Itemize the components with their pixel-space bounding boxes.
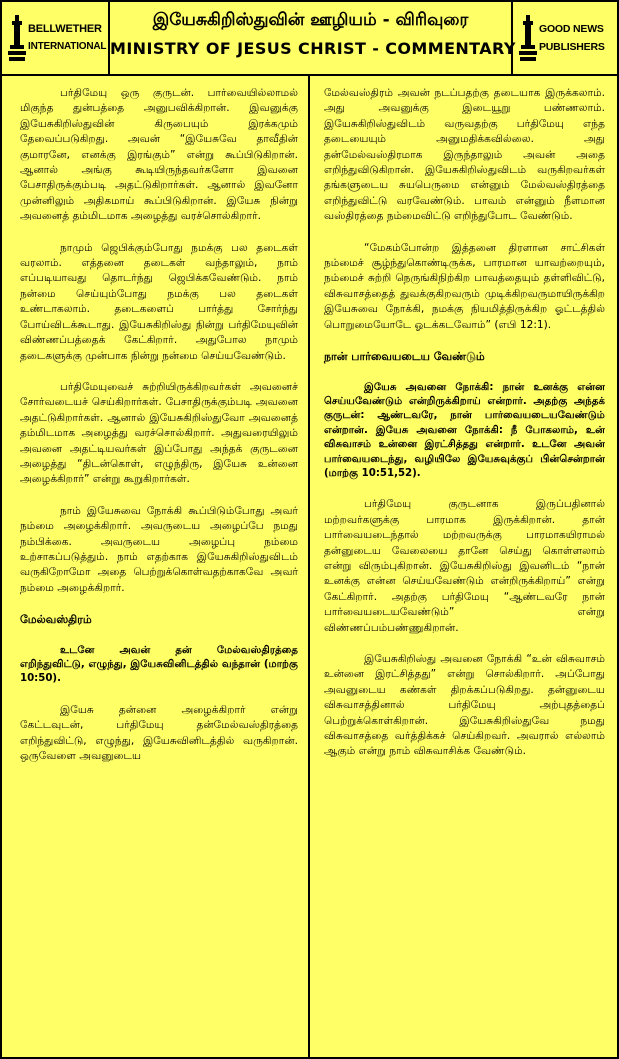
right-column bbox=[310, 76, 617, 1057]
logo-right-line1: GOOD NEWS bbox=[539, 23, 604, 35]
scripture-verse-mark-10-50: உடனே அவன் தன் மேல்வஸ்திரத்தை எறிந்துவிட்டு, எழுந்து, இயேசுவினிடத்தில் வந்தான் (மாற்கு 10:50). bbox=[20, 644, 298, 685]
section-heading-sight: நான் பார்வையடைய வேண்டும் bbox=[324, 350, 485, 364]
header-title-block bbox=[110, 2, 516, 74]
bellwether-logo bbox=[2, 2, 110, 74]
logo-right-line2: PUBLISHERS bbox=[539, 41, 605, 53]
title-english: MINISTRY OF JESUS CHRIST - COMMENTARY bbox=[110, 39, 516, 58]
logo-left-line2: INTERNATIONAL bbox=[28, 41, 107, 52]
left-paragraph-4: நாம் இயேசுவை நோக்கி கூப்பிடும்போது அவர் நம்மை அழைக்கிறார். அவருடைய அழைப்பே நமது நம்பிக்கை. அவருடைய அழைப்பு நம்மை உற்சாகப்படுத்தும். நாம் எதற்காக இயேசுகிறிஸ்துவிடம் வருகிறோமோ அதை பெற்றுக்கொள்வதற்காகவே அவர் நம்மை அழைக்கிறார். bbox=[20, 504, 298, 594]
right-paragraph-1: மேல்வஸ்திரம் அவன் நடப்பதற்கு தடையாக இருக்கலாம். அது அவனுக்கு இடையூறு பண்ணலாம். இயேசுகிறிஸ்துவிடம் வருவதற்கு பர்திமேயு எந்த தடையையும் அனுமதிக்கவில்லை. அது தன்மேல்வஸ்திரமாக இருந்தாலும் அவன் அதை எறிந்துவிடுகிறான். இயேசுகிறிஸ்துவிடம் வருகிறவர்கள் தங்களுடைய சுயபெருமை என்னும் மேல்வஸ்திரத்தை எறிந்துவிட்டு வரவேண்டும். பாவம் என்னும் நீளமான வஸ்திரத்தை நம்மைவிட்டு எறிந்துபோட வேண்டும். bbox=[324, 87, 605, 223]
title-tamil: இயேசுகிறிஸ்துவின் ஊழியம் - விரிவுரை bbox=[152, 10, 469, 30]
left-column bbox=[2, 76, 310, 1057]
header bbox=[2, 2, 617, 76]
section-heading-garment: மேல்வஸ்திரம் bbox=[20, 613, 92, 627]
right-paragraph-3: பர்திமேயு குருடனாக இருப்பதினால் மற்றவர்களுக்கு பாரமாக இருக்கிறான். தான் பார்வையடைந்தால் மற்றவருக்கு பாரமாகயிராமல் தன்னுடைய வேலையை தானே செய்து கொள்ளலாம் என்று விரும்புகிறான். இயேசுகிறிஸ்து இவனிடம் “நான் உனக்கு என்ன செய்யவேண்டும் என்றிருக்கிறாய்” என்று கேட்கிறார். அதற்கு பர்திமேயு “ஆண்டவரே நான் பார்வையடையவேண்டும்” என்று விண்ணப்பம்பண்ணுகிறான். bbox=[324, 498, 605, 634]
scripture-verse-mark-10-51: இயேசு அவனை நோக்கி: நான் உனக்கு என்ன செய்யவேண்டும் என்றிருக்கிறாய் என்றார். அதற்கு அந்தக் குருடன்: ஆண்டவரே, நான் பார்வையடையவேண்டும் என்றான். இயேசு அவனை நோக்கி: நீ போகலாம், உன் விசுவாசம் உன்னை இரட்சித்தது என்றார். உடனே அவன் பார்வையடைந்து, வழியிலே இயேசுவுக்குப் பின்சென்றான் (மாற்கு 10:51,52). bbox=[324, 381, 605, 479]
good-news-logo bbox=[511, 2, 617, 74]
left-paragraph-3: பர்திமேயுவைச் சுற்றியிருக்கிறவர்கள் அவனைச் சோர்வடையச் செய்கிறார்கள். பேசாதிருக்கும்படி அவனை அதட்டுகிறார்கள். ஆனால் இயேசுகிறிஸ்துவோ அவனைத் தம்மிடமாக அழைத்து வரச்சொல்கிறார். அதுவரையிலும் அவனை அதட்டியவர்கள் இப்போது அந்தக் குருடனை அழைத்து “திடன்கொள், எழுந்திரு, இயேசு உன்னை அழைக்கிறார்” என்று கூறுகிறார்கள். bbox=[20, 380, 298, 486]
logo-left-line1: BELLWETHER bbox=[28, 23, 102, 35]
lamp-icon bbox=[519, 15, 537, 61]
right-paragraph-4: இயேசுகிறிஸ்து அவனை நோக்கி “உன் விசுவாசம் உன்னை இரட்சித்தது” என்று சொல்கிறார். அப்போது அவனுடைய கண்கள் திறக்கப்படுகிறது. தன்னுடைய விசுவாசத்தினால் பர்திமேயு அற்புதத்தைப் பெற்றுக்கொள்கிறான். இயேசுகிறிஸ்துவே நமது விசுவாசத்தை வர்த்திக்கச் செய்கிறவர். அவரால் எல்லாம் ஆகும் என்று நாம் விசுவாசிக்க வேண்டும். bbox=[324, 653, 605, 758]
left-paragraph-5: இயேசு தன்னை அழைக்கிறார் என்று கேட்டவுடன், பர்திமேயு தன்மேல்வஸ்திரத்தை எறிந்துவிட்டு, எழுந்து, இயேசுவினிடத்தில் வருகிறான். ஒருவேளை அவனுடைய bbox=[20, 703, 298, 763]
lamp-icon bbox=[8, 15, 26, 61]
left-paragraph-2: நாமும் ஜெபிக்கும்போது நமக்கு பல தடைகள் வரலாம். எத்தனை தடைகள் வந்தாலும், நாம் எப்படியாவது தொடர்ந்து ஜெபிக்கவேண்டும். நாம் நன்மை செய்யும்போது நமக்கு பல தடைகள் உண்டாகலாம். தடைகளைப் பார்த்து சோர்ந்து போய்விடக்கூடாது. இயேசுகிறிஸ்து நின்று பர்திமேயுவின் விண்ணப்பத்தைக் கேட்கிறார். அதுபோல நாமும் தடைகளுக்கு முன்பாக நின்று நன்மை செய்யவேண்டும். bbox=[20, 241, 298, 362]
right-paragraph-2: “மேகம்போன்ற இத்தனை திரளான சாட்சிகள் நம்மைச் சூழ்ந்துகொண்டிருக்க, பாரமான யாவற்றையும், நம்மைச் சுற்றி நெருங்கிநிற்கிற பாவத்தையும் தள்ளிவிட்டு, விசுவாசத்தைத் துவக்குகிறவரும் முடிக்கிறவருமாயிருக்கிற இயேசுவை நோக்கி, நமக்கு நியமித்திருக்கிற ஓட்டத்தில் பொறுமையோடே ஓடக்கடவோம்” (எபி 12:1). bbox=[324, 241, 605, 331]
left-paragraph-1: பர்திமேயு ஒரு குருடன். பார்வையில்லாமல் மிகுந்த துன்பத்தை அனுபவிக்கிறான். இவனுக்கு இயேசுகிறிஸ்துவின் கிருபையும் இரக்கமும் தேவைப்படுகிறது. அவன் “இயேசுவே தாவீதின் குமாரனே, எனக்கு இரங்கும்” என்று கூப்பிடுகிறான். ஆனால் அங்கு கூடியிருந்தவர்களோ இவனை பேசாதிருக்கும்படி அதட்டுகிறார்கள். ஆனால் இவனோ முன்னிலும் அதிகமாய் கூப்பிடுகிறான். இயேசு நின்று அவனைத் தம்மிடமாக அழைத்து வரச்சொல்கிறார். bbox=[20, 87, 298, 223]
